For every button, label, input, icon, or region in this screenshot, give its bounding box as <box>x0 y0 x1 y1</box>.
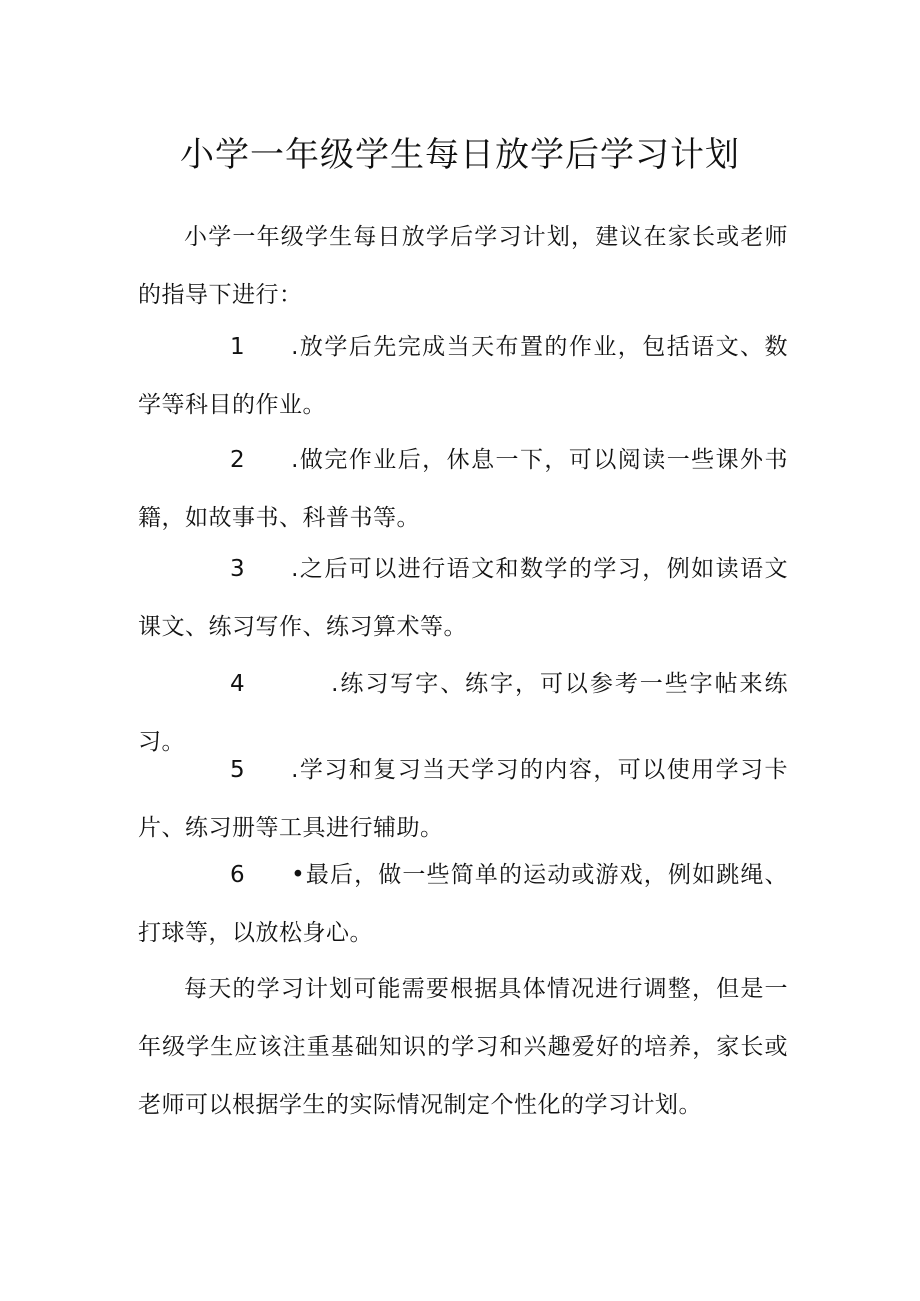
list-item <box>138 318 788 434</box>
intro-paragraph: 小学一年级学生每日放学后学习计划，建议在家长或老师的指导下进行： <box>138 224 788 308</box>
page-title: 小学一年级学生每日放学后学习计划 <box>180 135 740 175</box>
list-item-separator: . <box>291 757 299 783</box>
list-item <box>138 431 788 547</box>
list-item-number: 4 <box>230 671 246 697</box>
list-item-number: 5 <box>230 757 246 783</box>
list-item-separator: • <box>291 862 306 888</box>
list-item-text: 放学后先完成当天布置的作业，包括语文、数学等科目的作业。 <box>138 334 788 418</box>
list-item-text: 之后可以进行语文和数学的学习，例如读语文课文、练习写作、练习算术等。 <box>138 556 788 640</box>
list-item-text: 做完作业后，休息一下，可以阅读一些课外书籍，如故事书、科普书等。 <box>138 447 788 531</box>
list-item-number: 6 <box>230 862 246 888</box>
list-item-separator: . <box>291 556 299 582</box>
list-item-separator: . <box>331 671 339 697</box>
conclusion-paragraph: 每天的学习计划可能需要根据具体情况进行调整，但是一年级学生应该注重基础知识的学习和兴趣爱好的培养，家长或老师可以根据学生的实际情况制定个性化的学习计划。 <box>138 976 788 1118</box>
list-item-text: 练习写字、练字，可以参考一些字帖来练习。 <box>138 671 788 755</box>
list-item <box>138 540 788 656</box>
list-item <box>138 846 788 962</box>
list-item-text: 最后，做一些简单的运动或游戏，例如跳绳、打球等，以放松身心。 <box>138 862 788 946</box>
list-item-text: 学习和复习当天学习的内容，可以使用学习卡片、练习册等工具进行辅助。 <box>138 757 788 841</box>
list-item <box>138 741 788 857</box>
list-item-number: 1 <box>230 334 246 360</box>
list-item-number: 2 <box>230 447 246 473</box>
list-item-separator: . <box>291 334 299 360</box>
list-item-number: 3 <box>230 556 246 582</box>
list-item-separator: . <box>291 447 299 473</box>
